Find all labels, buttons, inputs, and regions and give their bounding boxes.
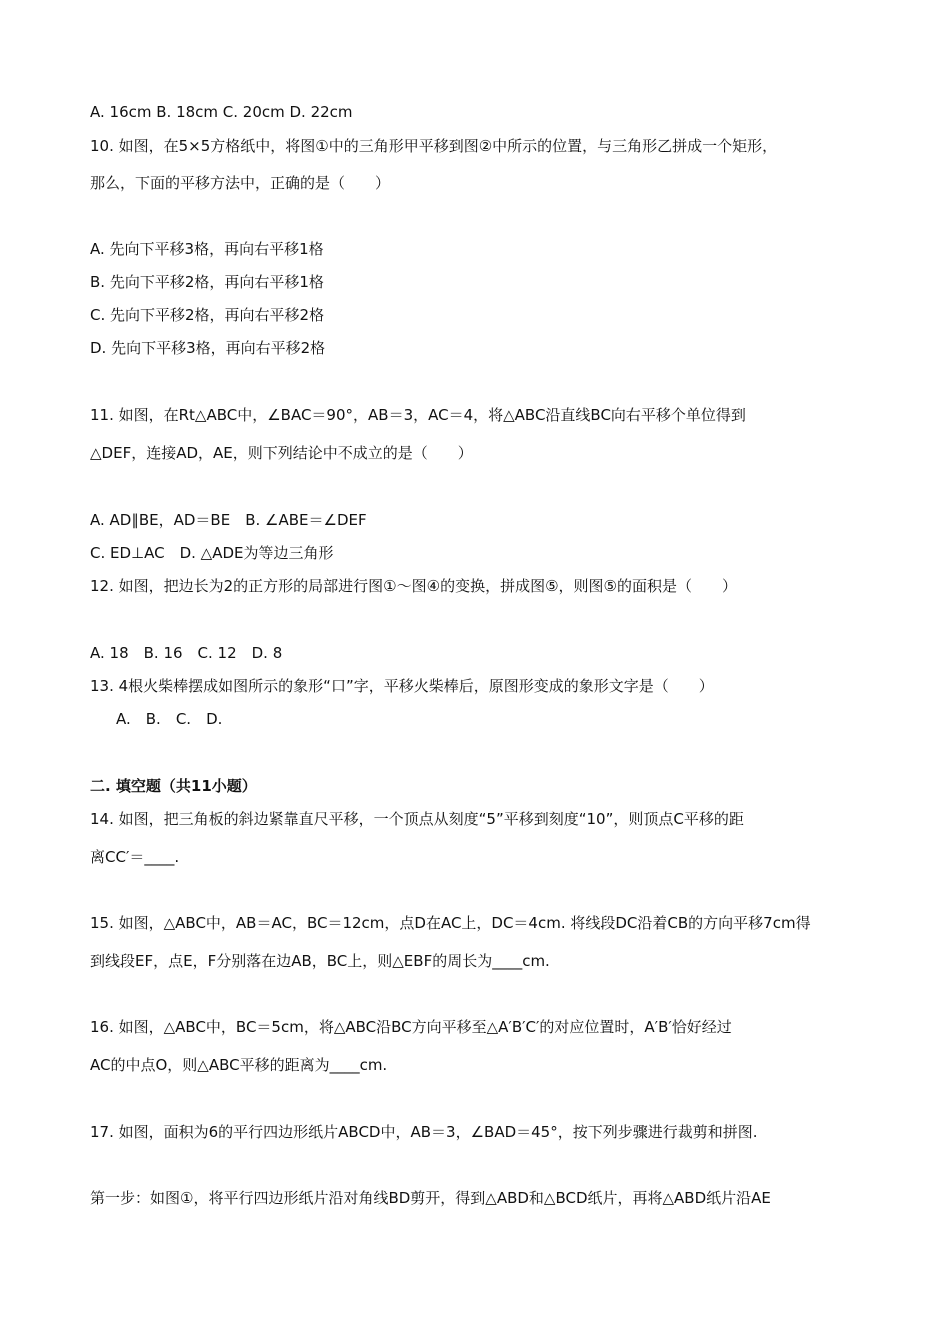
q13-stem: 13. 4根火柴棒摆成如图所示的象形“口”字，平移火柴棒后，原图形变成的象形文字是（ ） (90, 677, 714, 695)
q10-option-d: D. 先向下平移3格，再向右平移2格 (90, 339, 326, 357)
q16-stem-line2: AC的中点O，则△ABC平移的距离为____cm. (90, 1056, 388, 1074)
q9-options: A. 16cm B. 18cm C. 20cm D. 22cm (90, 103, 353, 121)
q10-option-c: C. 先向下平移2格，再向右平移2格 (90, 306, 325, 324)
q15-stem-line2: 到线段EF，点E，F分别落在边AB，BC上，则△EBF的周长为____cm. (90, 952, 550, 970)
q11-options-ab: A. AD∥BE，AD＝BE B. ∠ABE＝∠DEF (90, 511, 367, 529)
q11-stem-line2: △DEF，连接AD，AE，则下列结论中不成立的是（ ） (90, 444, 473, 462)
q10-stem-line2: 那么，下面的平移方法中，正确的是（ ） (90, 174, 391, 192)
q15-stem-line1: 15. 如图，△ABC中，AB＝AC，BC＝12cm，点D在AC上，DC＝4cm. 将线段DC沿着CB的方向平移7cm得 (90, 914, 811, 932)
q10-option-b: B. 先向下平移2格，再向右平移1格 (90, 273, 324, 291)
q12-stem: 12. 如图，把边长为2的正方形的局部进行图①～图④的变换，拼成图⑤，则图⑤的面积是（ ） (90, 577, 737, 595)
q16-stem-line1: 16. 如图，△ABC中，BC＝5cm，将△ABC沿BC方向平移至△A′B′C′的对应位置时，A′B′恰好经过 (90, 1018, 732, 1036)
q10-stem-line1: 10. 如图，在5×5方格纸中，将图①中的三角形甲平移到图②中所示的位置，与三角形乙拼成一个矩形， (90, 137, 778, 155)
q11-options-cd: C. ED⊥AC D. △ADE为等边三角形 (90, 544, 334, 562)
q12-options: A. 18 B. 16 C. 12 D. 8 (90, 644, 283, 662)
q10-option-a: A. 先向下平移3格，再向右平移1格 (90, 240, 324, 258)
q11-stem-line1: 11. 如图，在Rt△ABC中，∠BAC＝90°，AB＝3，AC＝4，将△ABC沿直线BC向右平移个单位得到 (90, 406, 746, 424)
q14-stem-line2: 离CC′＝____. (90, 848, 180, 866)
q17-stem: 17. 如图，面积为6的平行四边形纸片ABCD中，AB＝3，∠BAD＝45°，按下列步骤进行裁剪和拼图. (90, 1123, 758, 1141)
q13-options: A. B. C. D. (116, 710, 223, 728)
q17-step1: 第一步：如图①，将平行四边形纸片沿对角线BD剪开，得到△ABD和△BCD纸片，再将△ABD纸片沿AE (90, 1189, 771, 1207)
q14-stem-line1: 14. 如图，把三角板的斜边紧靠直尺平移，一个顶点从刻度“5”平移到刻度“10”，则顶点C平移的距 (90, 810, 744, 828)
section-heading: 二. 填空题（共11小题） (90, 777, 257, 795)
